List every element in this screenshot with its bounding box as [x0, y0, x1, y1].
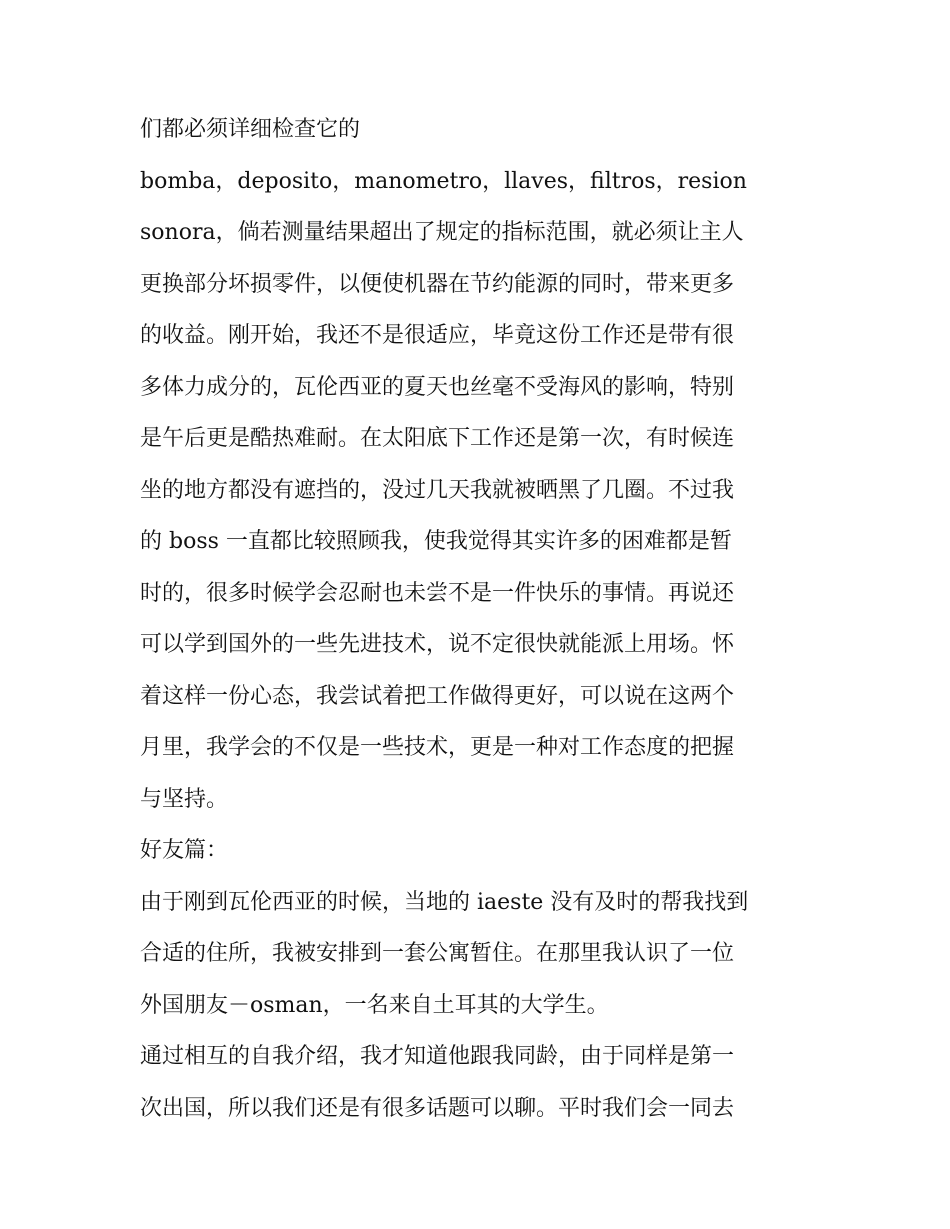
text-line: 时的，很多时候学会忍耐也未尝不是一件快乐的事情。再说还 — [140, 580, 735, 606]
text-line: bomba，deposito，manometro，llaves，filtros，resion — [140, 168, 747, 194]
text-line: 通过相互的自我介绍，我才知道他跟我同龄，由于同样是第一 — [140, 1044, 735, 1069]
text-line: 坐的地方都没有遮挡的，没过几天我就被晒黑了几圈。不过我 — [140, 477, 735, 503]
text-line: 更换部分坏损零件，以便使机器在节约能源的同时，带来更多 — [140, 271, 735, 297]
text-line: 由于刚到瓦伦西亚的时候，当地的 iaeste 没有及时的帮我找到 — [140, 889, 749, 915]
text-line: 是午后更是酷热难耐。在太阳底下工作还是第一次，有时候连 — [140, 426, 735, 451]
text-line: sonora，倘若测量结果超出了规定的指标范围，就必须让主人 — [140, 220, 744, 245]
text-line: 可以学到国外的一些先进技术，说不定很快就能派上用场。怀 — [140, 632, 735, 657]
section-heading: 好友篇： — [140, 838, 229, 863]
text-line: 多体力成分的，瓦伦西亚的夏天也丝毫不受海风的影响，特别 — [140, 374, 735, 400]
text-line: 次出国，所以我们还是有很多话题可以聊。平时我们会一同去 — [140, 1095, 735, 1121]
text-line: 合适的住所，我被安排到一套公寓暂住。在那里我认识了一位 — [140, 941, 735, 966]
text-line: 的 boss 一直都比较照顾我，使我觉得其实许多的困难都是暂 — [140, 529, 732, 554]
text-line: 外国朋友－osman，一名来自土耳其的大学生。 — [140, 992, 609, 1018]
body-text — [140, 104, 820, 1134]
text-line: 月里，我学会的不仅是一些技术，更是一种对工作态度的把握 — [140, 735, 735, 760]
text-line: 们都必须详细检查它的 — [140, 117, 361, 142]
text-line: 的收益。刚开始，我还不是很适应，毕竟这份工作还是带有很 — [140, 323, 735, 348]
text-line: 着这样一份心态，我尝试着把工作做得更好，可以说在这两个 — [140, 683, 735, 709]
text-line: 与坚持。 — [140, 786, 229, 812]
